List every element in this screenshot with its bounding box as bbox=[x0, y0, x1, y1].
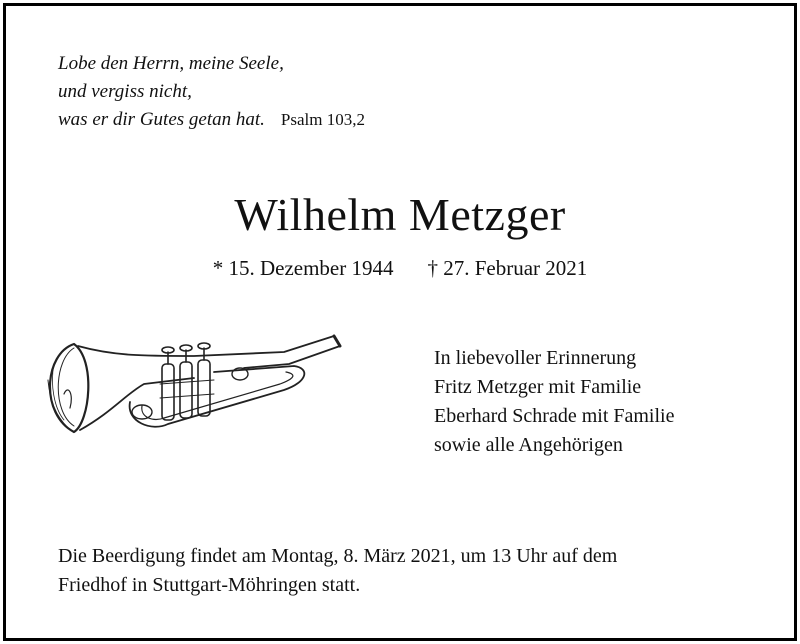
bible-verse bbox=[58, 50, 365, 134]
funeral-info bbox=[58, 542, 758, 600]
mourner: Fritz Metzger mit Familie bbox=[434, 376, 642, 398]
mourners-list bbox=[434, 344, 674, 460]
birth-date: * 15. Dezember 1944 bbox=[212, 256, 394, 280]
obituary-notice bbox=[3, 3, 797, 641]
funeral-line: Friedhof in Stuttgart-Möhringen statt. bbox=[58, 574, 361, 596]
deceased-name: Wilhelm Metzger bbox=[234, 189, 566, 240]
verse-line: und vergiss nicht, bbox=[58, 81, 192, 102]
trumpet-icon bbox=[34, 324, 354, 444]
memory-heading: In liebevoller Erinnerung bbox=[434, 347, 637, 369]
mourner: sowie alle Angehörigen bbox=[434, 434, 623, 456]
verse-reference: Psalm 103,2 bbox=[280, 110, 365, 129]
funeral-line: Die Beerdigung findet am Montag, 8. März 2021, um 13 Uhr auf dem bbox=[58, 545, 618, 567]
verse-line bbox=[58, 106, 365, 134]
life-dates bbox=[6, 256, 794, 281]
verse-line: Lobe den Herrn, meine Seele, bbox=[58, 53, 284, 74]
verse-line-text: was er dir Gutes getan hat. bbox=[58, 109, 265, 130]
mourner: Eberhard Schrade mit Familie bbox=[434, 405, 675, 427]
death-date: † 27. Februar 2021 bbox=[427, 256, 588, 280]
